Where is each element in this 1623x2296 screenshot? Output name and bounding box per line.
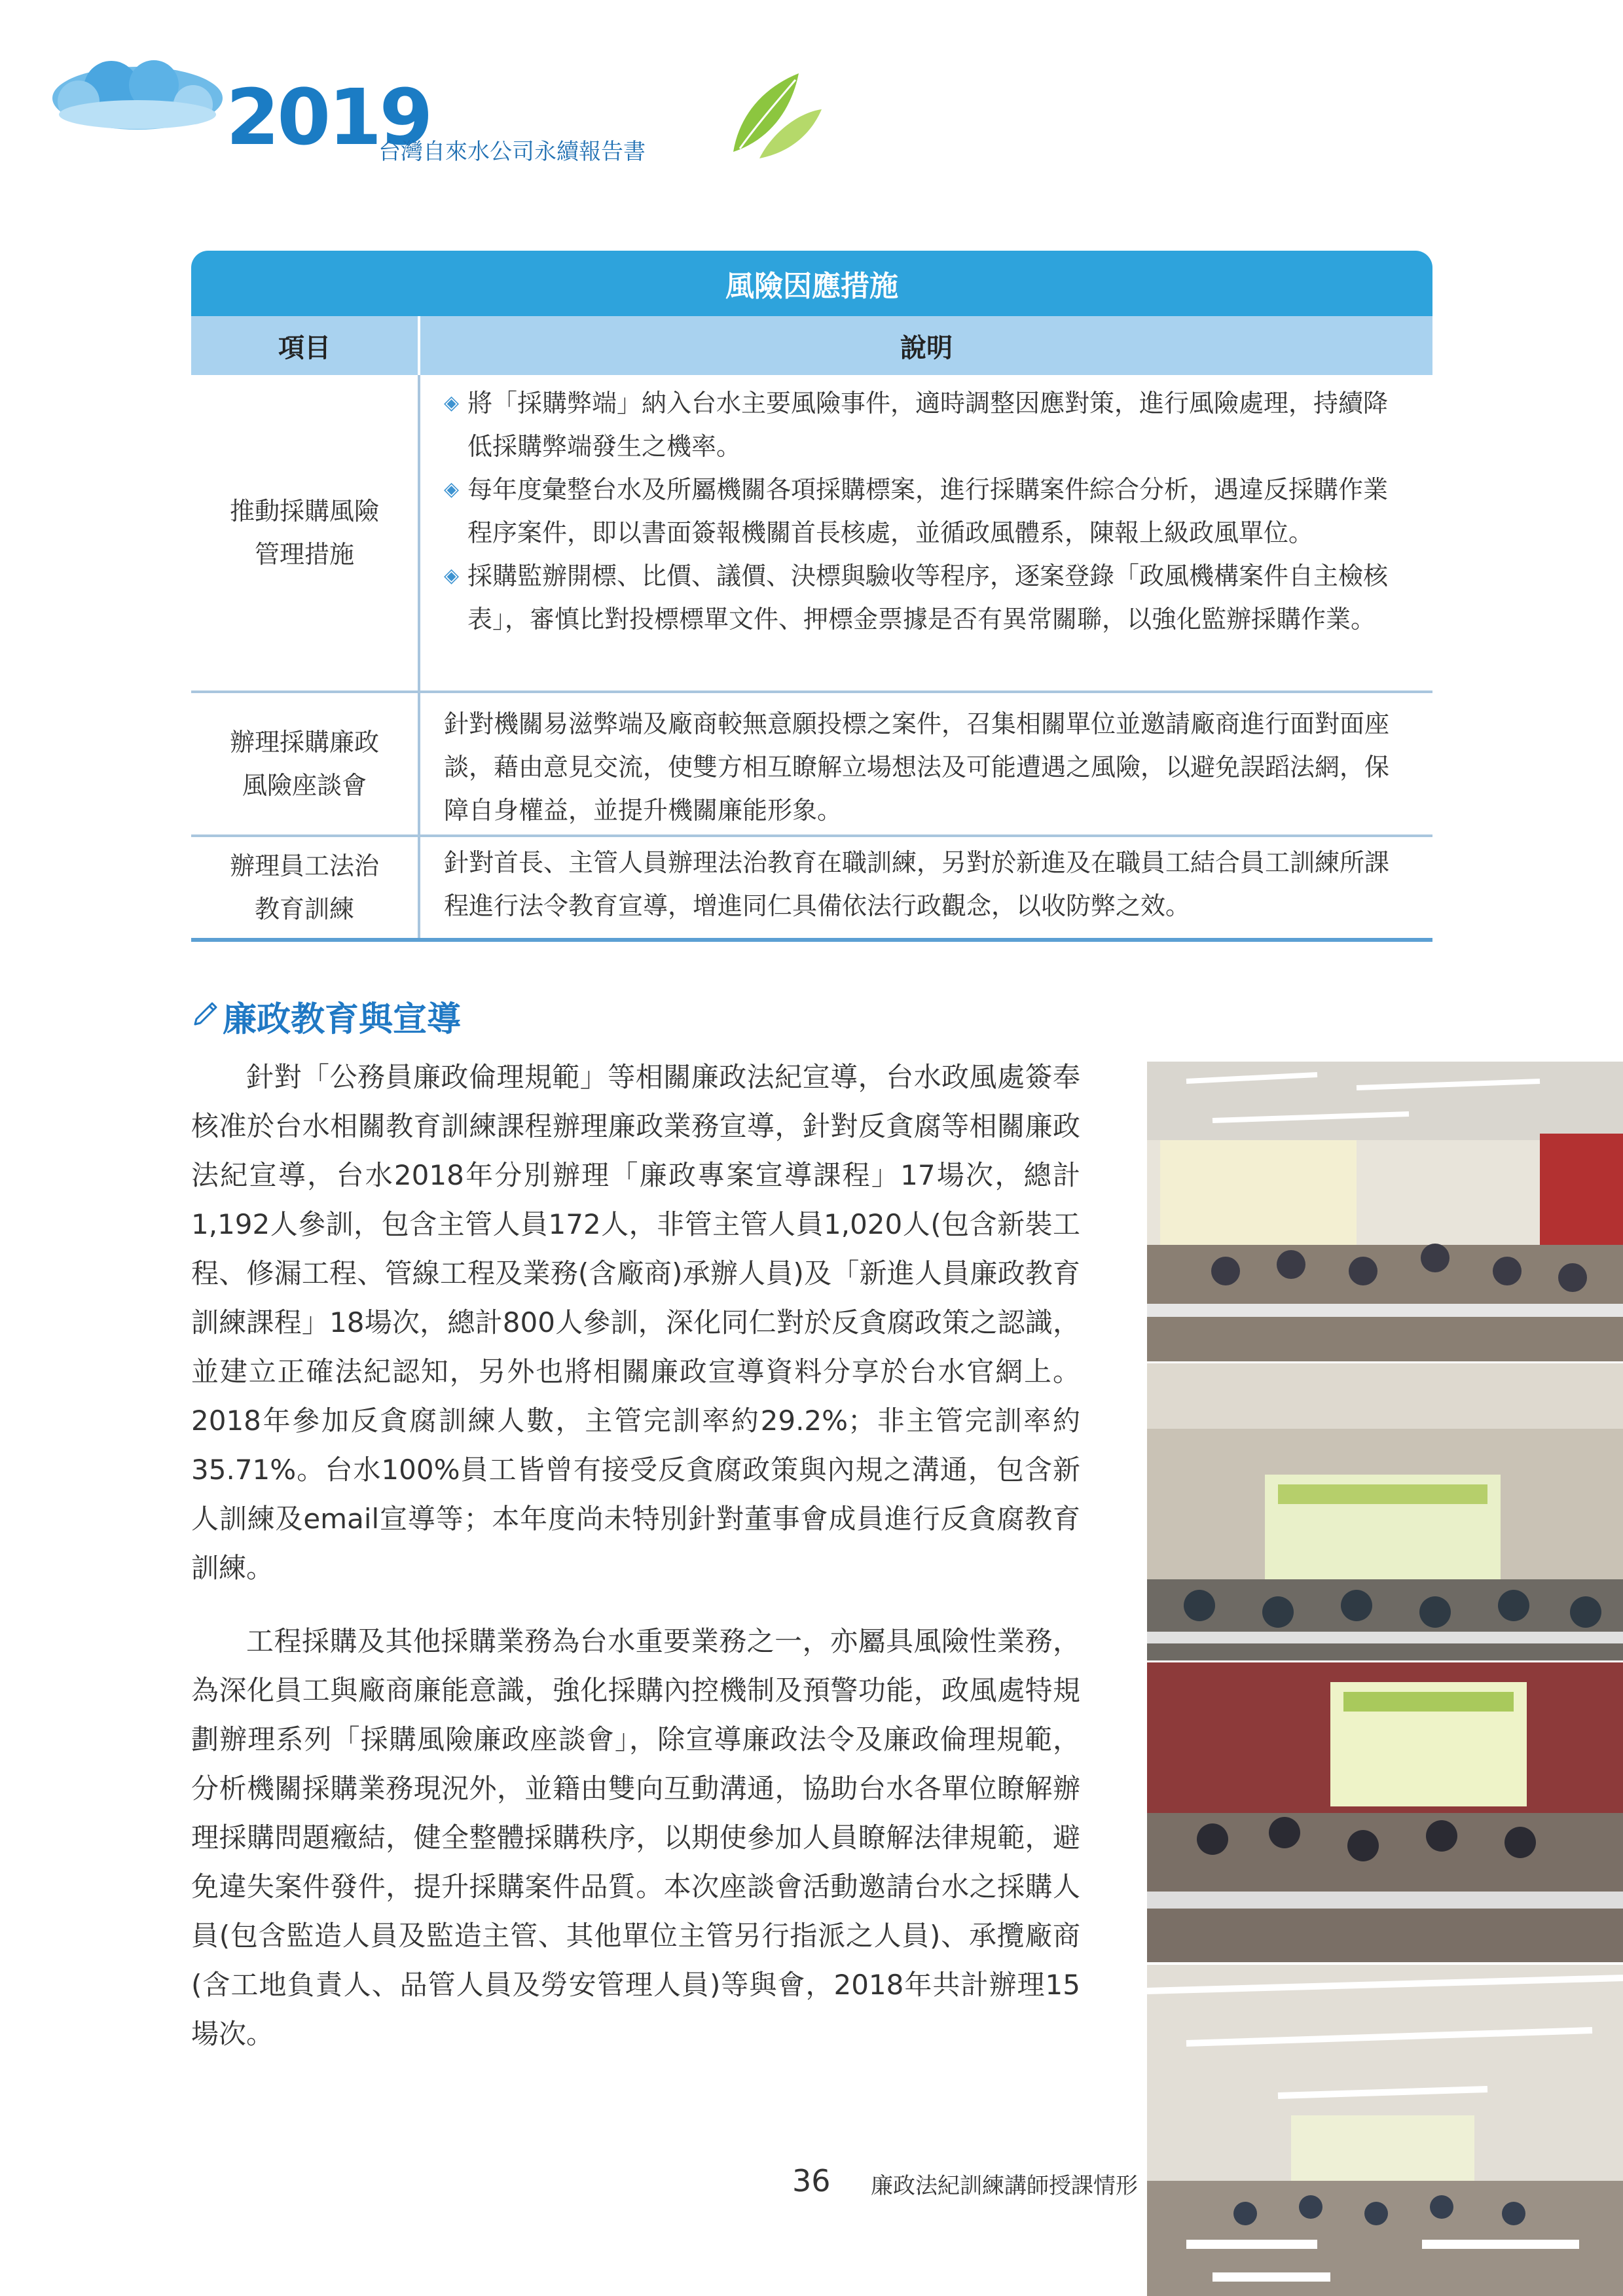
section-title: 廉政教育與宣導 [223, 1000, 462, 1039]
report-title: 台灣自來水公司永續報告書 [378, 139, 646, 165]
column-header-description: 說明 [900, 332, 953, 363]
row-description: 針對首長、主管人員辦理法治教育在職訓練，另對於新進及在職員工結合員工訓練所課程進行法令教育宣導，增進同仁具備依法行政觀念，以收防弊之效。 [444, 848, 1390, 920]
report-year: 2019 [226, 72, 431, 162]
table-header-row [191, 316, 1432, 375]
column-header-item: 項目 [191, 316, 420, 375]
diamond-bullet-icon: ◈ [444, 564, 460, 587]
cloud-logo-icon [39, 52, 229, 137]
page-number: 36 [792, 2163, 831, 2198]
list-item: ◈ 採購監辦開標、比價、議價、決標與驗收等程序，逐案登錄「政風機構案件自主檢核表」，審慎比對投標標單文件、押標金票據是否有異常關聯，以強化監辦採購作業。 [444, 554, 1410, 641]
table-row [191, 375, 1432, 693]
training-photo [1147, 1965, 1623, 2296]
diamond-bullet-icon: ◈ [444, 478, 460, 501]
list-item: ◈ 將「採購弊端」納入台水主要風險事件，適時調整因應對策，進行風險處理，持續降低採購弊端發生之機率。 [444, 382, 1410, 468]
table-row [191, 693, 1432, 837]
photo-caption: 廉政法紀訓練講師授課情形 [871, 2173, 1138, 2199]
pen-icon [191, 999, 220, 1028]
training-photo [1147, 1662, 1623, 1962]
training-photo [1147, 1363, 1623, 1660]
row-description [420, 375, 1432, 691]
table-title: 風險因應措施 [191, 251, 1432, 316]
risk-measures-table [191, 251, 1432, 942]
row-description: 針對機關易滋弊端及廠商較無意願投標之案件，召集相關單位並邀請廠商進行面對面座談，藉由意見交流，使雙方相互瞭解立場想法及可能遭遇之風險，以避免誤蹈法網，保障自身權益，並提升機關廉能形象。 [444, 709, 1390, 825]
row-item-label: 辦理員工法治 教育訓練 [191, 837, 420, 938]
leaf-logo-icon [720, 60, 825, 165]
body-paragraph: 工程採購及其他採購業務為台水重要業務之一，亦屬具風險性業務，為深化員工與廠商廉能意識，強化採購內控機制及預警功能，政風處特規劃辦理系列「採購風險廉政座談會」，除宣導廉政法令及廉政倫理規範，分析機關採購業務現況外，並籍由雙向互動溝通，協助台水各單位瞭解辦理採購問題癥結，健全整體採購秩序，以期使參加人員瞭解法律規範，避免違失案件發件，提升採購案件品質。本次座談會活動邀請台水之採購人員(包含監造人員及監造主管、其他單位主管另行指派之人員)、承攬廠商(含工地負責人、品管人員及勞安管理人員)等與會，2018年共計辦理15場次。 [191, 1625, 1080, 2050]
diamond-bullet-icon: ◈ [444, 391, 460, 414]
training-photo [1147, 1062, 1623, 1361]
row-item-label: 辦理採購廉政 風險座談會 [191, 693, 420, 834]
list-item: ◈ 每年度彙整台水及所屬機關各項採購標案，進行採購案件綜合分析，遇違反採購作業程序案件，即以書面簽報機關首長核處，並循政風體系，陳報上級政風單位。 [444, 468, 1410, 554]
body-paragraph: 針對「公務員廉政倫理規範」等相關廉政法紀宣導，台水政風處簽奉核准於台水相關教育訓練課程辦理廉政業務宣導，針對反貪腐等相關廉政法紀宣導，台水2018年分別辦理「廉政專案宣導課程」17場次，總計1,192人參訓，包含主管人員172人，非管主管人員1,020人(包含新裝工程、修漏工程、管線工程及業務(含廠商)承辦人員)及「新進人員廉政教育訓練課程」18場次，總計800人參訓，深化同仁對於反貪腐政策之認識，並建立正確法紀認知，另外也將相關廉政宣導資料分享於台水官網上。2018年參加反貪腐訓練人數，主管完訓率約29.2%；非主管完訓率約35.71%。台水100%員工皆曾有接受反貪腐政策與內規之溝通，包含新人訓練及email宣導等；本年度尚未特別針對董事會成員進行反貪腐教育訓練。 [191, 1061, 1080, 1584]
table-row [191, 837, 1432, 942]
row-item-label: 推動採購風險 管理措施 [191, 375, 420, 691]
